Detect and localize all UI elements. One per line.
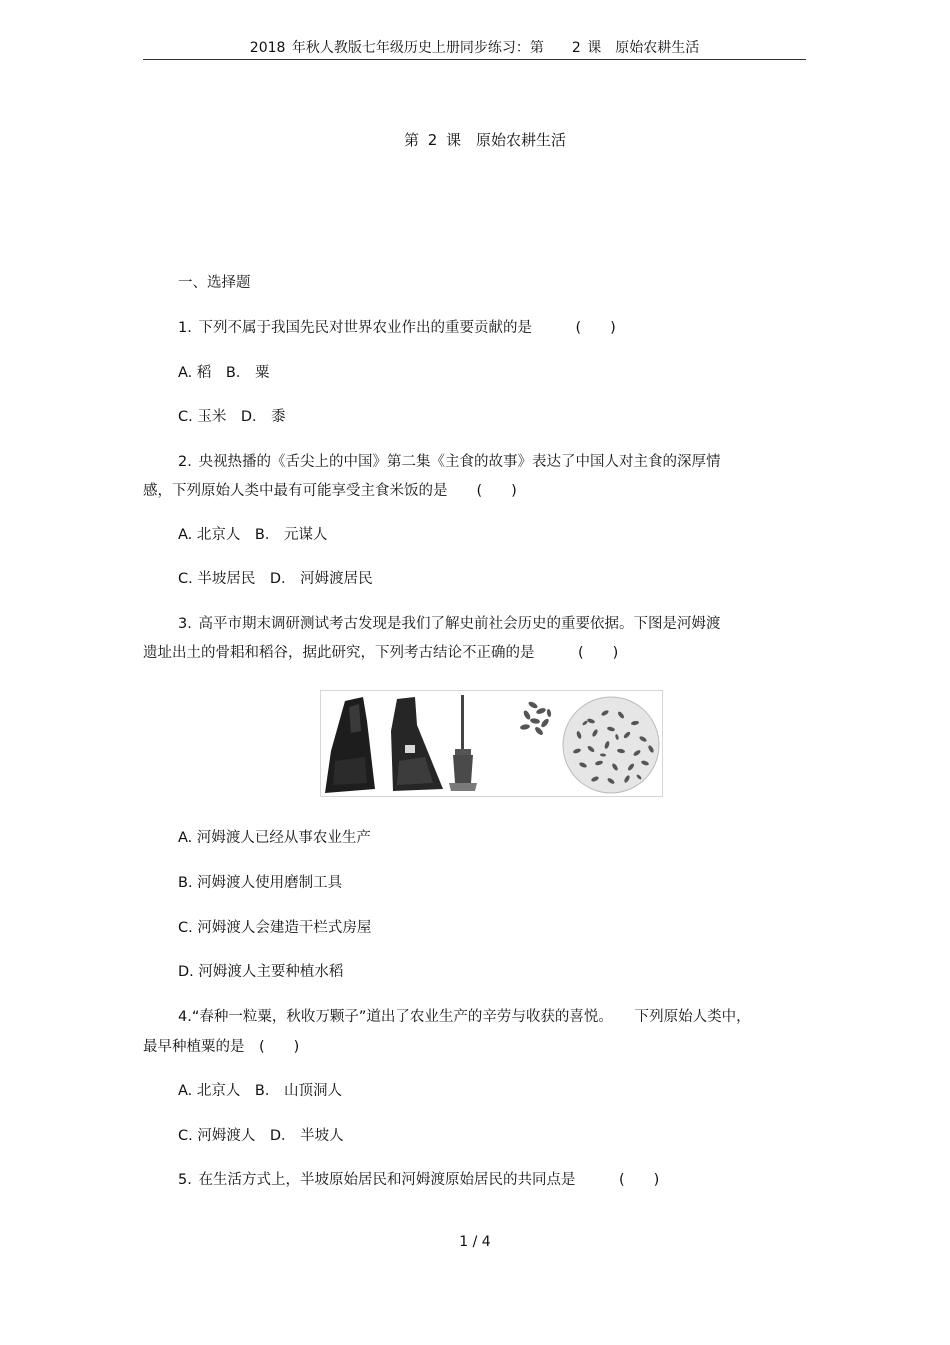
question-2-line-2: 感，下列原始人类中最有可能享受主食米饭的是 ( )	[143, 483, 517, 499]
question-2-options-ab: A. 北京人 B． 元谋人	[178, 527, 328, 543]
question-2-line-1: 2. 央视热播的《舌尖上的中国》第二集《主食的故事》表达了中国人对主食的深厚情	[178, 454, 721, 470]
question-1-line-1: 1. 下列不属于我国先民对世界农业作出的重要贡献的是 ( )	[178, 320, 616, 336]
question-3-line-1: 3. 高平市期末调研测试考古发现是我们了解史前社会历史的重要依据。下图是河姆渡	[178, 616, 721, 632]
rice-dish-image	[563, 697, 659, 793]
running-header: 2018 年秋人教版七年级历史上册同步练习：第 2 课 原始农耕生活	[249, 40, 700, 56]
question-4-options-cd: C. 河姆渡人 D． 半坡人	[178, 1128, 344, 1144]
rice-grain-cluster-image	[520, 700, 552, 736]
question-3-option-d: D. 河姆渡人主要种植水稻	[178, 964, 344, 980]
section-heading: 一、选择题	[178, 275, 251, 291]
bone-spade-image	[325, 697, 375, 793]
question-2-options-cd: C. 半坡居民 D． 河姆渡居民	[178, 571, 373, 587]
lesson-title: 第 2 课 原始农耕生活	[403, 131, 567, 149]
question-1-options-ab: A. 稻 B． 粟	[178, 365, 270, 381]
question-3-option-c: C. 河姆渡人会建造干栏式房屋	[178, 920, 372, 936]
question-3-option-a: A. 河姆渡人已经从事农业生产	[178, 830, 371, 846]
question-4-line-1: 4.“春种一粒粟，秋收万颗子”道出了农业生产的辛劳与收获的喜悦。 下列原始人类中，	[178, 1009, 751, 1025]
header-rule	[143, 59, 806, 60]
question-3-line-2: 遗址出土的骨耜和稻谷，据此研究，下列考古结论不正确的是 ( )	[143, 645, 619, 661]
question-4-options-ab: A. 北京人 B． 山顶洞人	[178, 1083, 342, 1099]
artifact-photo	[320, 690, 663, 797]
question-1-options-cd: C. 玉米 D． 黍	[178, 409, 286, 425]
bone-spade-image	[391, 697, 443, 791]
question-3-option-b: B. 河姆渡人使用磨制工具	[178, 875, 343, 891]
page-number: 1 / 4	[459, 1234, 491, 1250]
question-5-line-1: 5. 在生活方式上，半坡原始居民和河姆渡原始居民的共同点是 ( )	[178, 1172, 660, 1188]
hafted-spade-image	[449, 695, 477, 791]
question-4-line-2: 最早种植粟的是 ( )	[143, 1039, 300, 1055]
